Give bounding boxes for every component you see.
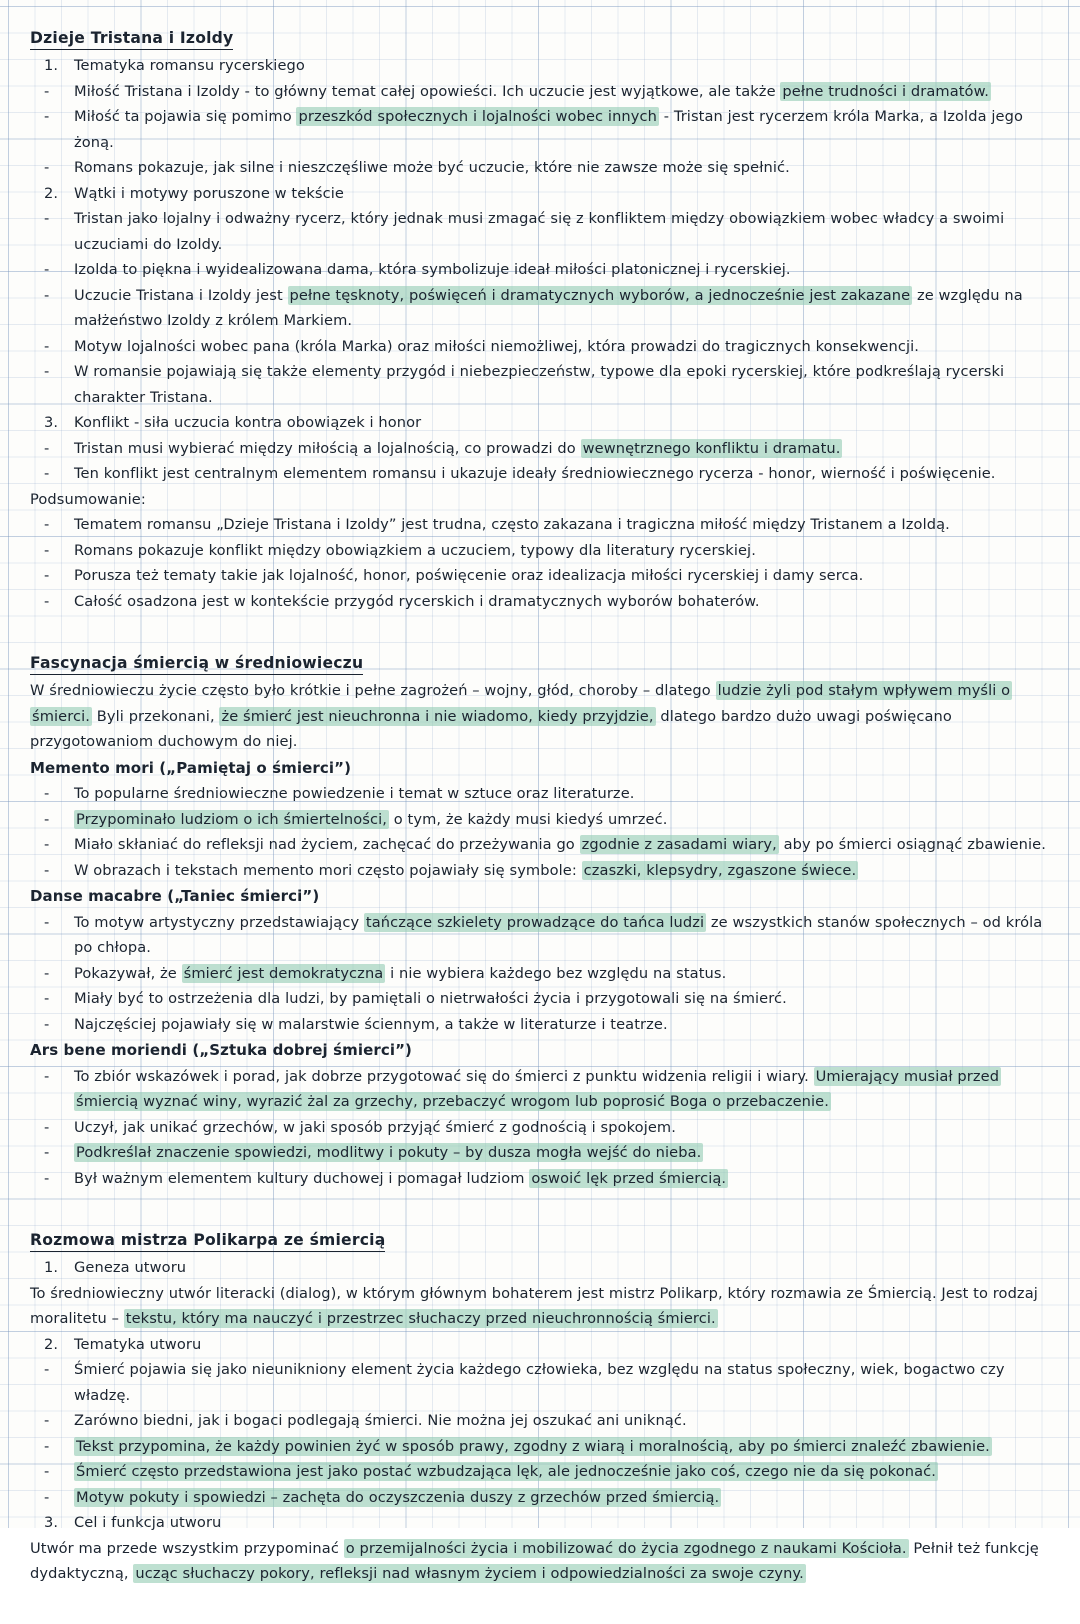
list-item-text <box>74 538 1050 564</box>
list-item-text <box>74 1064 1050 1115</box>
text-run: Porusza też tematy takie jak lojalność, honor, poświęcenie oraz idealizacja miłości rycerskiej i damy serca. <box>74 567 864 584</box>
dash-bullet-icon: - <box>44 1144 50 1161</box>
list-item-text <box>74 858 1050 884</box>
bullet-list-item <box>30 1434 1050 1460</box>
bullet-list-item <box>30 1357 1050 1408</box>
bullet-list-item <box>30 1115 1050 1141</box>
list-item-text <box>74 1434 1050 1460</box>
list-number: 1. <box>44 1259 59 1276</box>
bullet-list-item <box>30 436 1050 462</box>
dash-bullet-icon: - <box>44 541 50 559</box>
note-section <box>30 1228 1050 1587</box>
text-run: Uczył, jak unikać grzechów, w jaki sposób przyjąć śmierć z godnością i spokojem. <box>74 1118 676 1136</box>
highlighted-text: ucząc słuchaczy pokory, refleksji nad własnym życiem i odpowiedzialności za swoje czyny. <box>135 1565 804 1582</box>
text-run: Tristan musi wybierać między miłością a lojalnością, co prowadzi do <box>74 439 581 457</box>
dash-bullet-icon: - <box>44 261 50 278</box>
dash-bullet-icon: - <box>44 1067 50 1085</box>
dash-bullet-icon: - <box>44 286 50 304</box>
highlighted-text: ludzie żyli pod stałym wpływem myśli o śmierci. <box>32 682 1011 725</box>
dash-bullet-icon: - <box>44 1412 50 1429</box>
bullet-list-item <box>30 79 1050 105</box>
bullet-list-item <box>30 1140 1050 1166</box>
bullet-list-item <box>30 910 1050 961</box>
sub-heading: Ars bene moriendi („Sztuka dobrej śmierci”) <box>30 1041 413 1059</box>
text-run: Był ważnym elementem kultury duchowej i pomagał ludziom <box>74 1169 530 1187</box>
text-run: aby po śmierci osiągnąć zbawienie. <box>778 836 1046 853</box>
text-run: Byli przekonani, <box>92 707 220 725</box>
highlighted-text: tekstu, który ma nauczyć i przestrzec słuchaczy przed nieuchronnością śmierci. <box>125 1310 716 1327</box>
text-run: W obrazach i tekstach memento mori często pojawiały się symbole: <box>74 861 582 879</box>
dash-bullet-icon: - <box>44 1015 50 1033</box>
list-item-text <box>74 910 1050 961</box>
text-run: Izolda to piękna i wyidealizowana dama, która symbolizuje ideał miłości platonicznej i rycerskiej. <box>74 261 791 278</box>
text-run: Miłość Tristana i Izoldy - to główny temat całej opowieści. Ich uczucie jest wyjątkowe, ale także <box>74 82 781 100</box>
dash-bullet-icon: - <box>44 836 50 853</box>
bullet-list-item <box>30 1012 1050 1038</box>
text-run: Miały być to ostrzeżenia dla ludzi, by pamiętali o nietrwałości życia i przygotowali się na śmierć. <box>74 990 787 1007</box>
text-run: Pokazywał, że <box>74 964 182 982</box>
bullet-list-item <box>30 1485 1050 1511</box>
dash-bullet-icon: - <box>44 785 50 802</box>
bullet-list-item <box>30 1459 1050 1485</box>
list-item-text <box>74 334 1050 360</box>
bullet-list-item <box>30 206 1050 257</box>
numbered-list-item <box>30 1255 1050 1281</box>
bullet-list-item <box>30 257 1050 283</box>
bullet-list-item <box>30 1166 1050 1192</box>
text-run: Utwór ma przede wszystkim przypominać <box>30 1539 344 1557</box>
list-item-text <box>74 986 1050 1012</box>
notes-content <box>30 26 1050 1624</box>
dash-bullet-icon: - <box>44 337 50 355</box>
highlighted-text: tańczące szkielety prowadzące do tańca ludzi <box>365 913 705 931</box>
bullet-list-item <box>30 589 1050 615</box>
paragraph <box>30 678 1050 755</box>
section-heading: Rozmowa mistrza Polikarpa ze śmiercią <box>30 1229 385 1252</box>
list-item-text <box>74 961 1050 987</box>
section-heading: Dzieje Tristana i Izoldy <box>30 27 233 50</box>
highlighted-text: Tekst przypomina, że każdy powinien żyć w sposób prawy, zgodny z wiarą i moralnością, aby po śmierci znaleźć zbawienie. <box>76 1437 990 1455</box>
text-run: Motyw lojalności wobec pana (króla Marka) oraz miłości niemożliwej, która prowadzi do tragicznych konsekwencji. <box>74 337 919 355</box>
text-run: Miało skłaniać do refleksji nad życiem, zachęcać do przeżywania go <box>74 836 580 853</box>
dash-bullet-icon: - <box>44 964 50 982</box>
highlighted-text: że śmierć jest nieuchronna i nie wiadomo, kiedy przyjdzie, <box>221 707 654 725</box>
bullet-list-item <box>30 1408 1050 1434</box>
highlighted-text: pełne tęsknoty, poświęceń i dramatycznych wyborów, a jednocześnie jest zakazane <box>289 286 911 304</box>
paragraph <box>30 1536 1050 1587</box>
bullet-list-item <box>30 807 1050 833</box>
dash-bullet-icon: - <box>44 82 50 100</box>
list-item-text: Tematyka utworu <box>74 1335 202 1353</box>
highlighted-text: Motyw pokuty i spowiedzi – zachęta do oczyszczenia duszy z grzechów przed śmiercią. <box>76 1488 720 1506</box>
bullet-list-item <box>30 986 1050 1012</box>
dash-bullet-icon: - <box>44 159 50 176</box>
list-item-text <box>74 589 1050 615</box>
bullet-list-item <box>30 563 1050 589</box>
dash-bullet-icon: - <box>44 108 50 125</box>
dash-bullet-icon: - <box>44 1361 50 1378</box>
highlighted-text: śmierć jest demokratyczna <box>183 964 384 982</box>
bullet-list-item <box>30 155 1050 181</box>
dash-bullet-icon: - <box>44 1118 50 1136</box>
bullet-list-item <box>30 858 1050 884</box>
list-number: 3. <box>44 414 59 431</box>
text-run: dlatego bardzo dużo uwagi poświęcano przygotowaniom duchowym do niej. <box>30 707 952 750</box>
list-item-text <box>74 359 1050 410</box>
sub-heading: Danse macabre („Taniec śmierci”) <box>30 887 320 905</box>
list-number: 1. <box>44 57 59 74</box>
highlighted-text: zgodnie z zasadami wiary, <box>581 836 777 853</box>
list-item-text <box>74 1166 1050 1192</box>
text-run: Tematem romansu „Dzieje Tristana i Izoldy” jest trudna, często zakazana i tragiczna miłość między Tristanem a Izoldą. <box>74 516 950 533</box>
list-item-text <box>74 1357 1050 1408</box>
list-item-text <box>74 1485 1050 1511</box>
dash-bullet-icon: - <box>44 210 50 227</box>
list-item-text <box>74 104 1050 155</box>
list-item-text: Wątki i motywy poruszone w tekście <box>74 184 344 202</box>
dash-bullet-icon: - <box>44 810 50 828</box>
bullet-list-item <box>30 832 1050 858</box>
text-run: Romans pokazuje konflikt między obowiązkiem a uczuciem, typowy dla literatury rycerskiej. <box>74 541 756 559</box>
text-run: ze względu na małżeństwo Izoldy z królem Markiem. <box>74 286 1023 329</box>
text-run: Najczęściej pojawiały się w malarstwie ściennym, a także w literaturze i teatrze. <box>74 1015 668 1033</box>
text-run: Całość osadzona jest w kontekście przygód rycerskich i dramatycznych wyborów bohaterów. <box>74 592 760 610</box>
highlighted-text: o przemijalności życia i mobilizować do życia zgodnego z naukami Kościoła. <box>345 1539 907 1557</box>
bullet-list-item <box>30 283 1050 334</box>
highlighted-text: czaszki, klepsydry, zgaszone świece. <box>583 861 857 879</box>
note-section <box>30 26 1050 614</box>
list-item-text <box>74 79 1050 105</box>
text-run: Pełnił też funkcję dydaktyczną, <box>30 1539 1039 1582</box>
list-item-text <box>74 1115 1050 1141</box>
highlighted-text: Przypominało ludziom o ich śmiertelności, <box>76 810 388 828</box>
list-number: 3. <box>44 1514 59 1531</box>
dash-bullet-icon: - <box>44 439 50 457</box>
text-run: W romansie pojawiają się także elementy przygód i niebezpieczeństw, typowe dla epoki rycerskiej, które podkreślają rycerski charakter Tristana. <box>74 363 1005 406</box>
list-item-text: Konflikt - siła uczucia kontra obowiązek i honor <box>74 414 422 431</box>
dash-bullet-icon: - <box>44 990 50 1007</box>
bullet-list-item <box>30 781 1050 807</box>
numbered-list-item <box>30 410 1050 436</box>
list-number: 2. <box>44 1335 59 1353</box>
bullet-list-item <box>30 512 1050 538</box>
text-run: Romans pokazuje, jak silne i nieszczęśliwe może być uczucie, które nie zawsze może się spełnić. <box>74 159 790 176</box>
text-run: Śmierć pojawia się jako nieunikniony element życia każdego człowieka, bez względu na status społeczny, wiek, bogactwo czy władzę. <box>74 1361 1005 1404</box>
dash-bullet-icon: - <box>44 1463 50 1480</box>
text-run: W średniowieczu życie często było krótkie i pełne zagrożeń – wojny, głód, choroby – dlatego <box>30 682 716 699</box>
highlighted-text: Śmierć często przedstawiona jest jako postać wzbudzająca lęk, ale jednocześnie jako coś, czego nie da się pokonać. <box>76 1463 937 1480</box>
list-item-text <box>74 563 1050 589</box>
list-item-text <box>74 1459 1050 1485</box>
text-run: i nie wybiera każdego bez względu na status. <box>385 964 727 982</box>
dash-bullet-icon: - <box>44 516 50 533</box>
paragraph <box>30 1281 1050 1332</box>
dash-bullet-icon: - <box>44 861 50 879</box>
text-run: Uczucie Tristana i Izoldy jest <box>74 286 288 304</box>
list-item-text <box>74 832 1050 858</box>
list-item-text: Cel i funkcja utworu <box>74 1514 222 1531</box>
list-item-text <box>74 1408 1050 1434</box>
dash-bullet-icon: - <box>44 1437 50 1455</box>
numbered-list-item <box>30 181 1050 207</box>
text-run: ze wszystkich stanów społecznych – od króla po chłopa. <box>74 913 1043 956</box>
text-run: To motyw artystyczny przedstawiający <box>74 913 364 931</box>
sub-heading: Memento mori („Pamiętaj o śmierci”) <box>30 758 352 777</box>
bullet-list-item <box>30 104 1050 155</box>
list-item-text <box>74 436 1050 462</box>
dash-bullet-icon: - <box>44 592 50 610</box>
list-item-text <box>74 1140 1050 1166</box>
highlighted-text: oswoić lęk przed śmiercią. <box>531 1169 727 1187</box>
bullet-list-item <box>30 461 1050 487</box>
section-spacer <box>30 618 1050 651</box>
dash-bullet-icon: - <box>44 1488 50 1506</box>
section-spacer <box>30 1195 1050 1228</box>
list-item-text: Geneza utworu <box>74 1259 187 1276</box>
list-item-text: Tematyka romansu rycerskiego <box>74 57 305 74</box>
text-run: To średniowieczny utwór literacki (dialog), w którym głównym bohaterem jest mistrz Polikarp, który rozmawia ze Śmiercią. Jest to rodzaj moralitetu – <box>30 1284 1038 1327</box>
note-section <box>30 651 1050 1191</box>
highlighted-text: Podkreślał znaczenie spowiedzi, modlitwy i pokuty – by dusza mogła wejść do nieba. <box>76 1144 702 1161</box>
dash-bullet-icon: - <box>44 1169 50 1187</box>
text-run: Ten konflikt jest centralnym elementem romansu i ukazuje ideały średniowiecznego rycerza - honor, wierność i poświęcenie. <box>74 465 996 482</box>
text-run: Tristan jako lojalny i odważny rycerz, który jednak musi zmagać się z konfliktem między obowiązkiem wobec władcy a swoimi uczuciami do Izoldy. <box>74 210 1005 253</box>
bullet-list-item <box>30 334 1050 360</box>
list-item-text <box>74 781 1050 807</box>
text-run: Podsumowanie: <box>30 490 146 508</box>
list-item-text <box>74 206 1050 257</box>
bullet-list-item <box>30 961 1050 987</box>
section-heading: Fascynacja śmiercią w średniowieczu <box>30 652 363 675</box>
text-run: o tym, że każdy musi kiedyś umrzeć. <box>389 810 668 828</box>
section-spacer <box>30 1591 1050 1624</box>
text-run: Zarówno biedni, jak i bogaci podlegają śmierci. Nie można jej oszukać ani uniknąć. <box>74 1412 687 1429</box>
text-run: - Tristan jest rycerzem króla Marka, a Izolda jego żoną. <box>74 108 1023 151</box>
highlighted-text: wewnętrznego konfliktu i dramatu. <box>582 439 841 457</box>
list-item-text <box>74 257 1050 283</box>
numbered-list-item <box>30 53 1050 79</box>
highlighted-text: Umierający musiał przed śmiercią wyznać winy, wyrazić żal za grzechy, przebaczyć wrogom lub poprosić Boga o przebaczenie. <box>76 1067 1000 1110</box>
text-run: Miłość ta pojawia się pomimo <box>74 108 297 125</box>
list-item-text <box>74 512 1050 538</box>
list-item-text <box>74 807 1050 833</box>
paragraph <box>30 487 1050 513</box>
list-item-text <box>74 1012 1050 1038</box>
dash-bullet-icon: - <box>44 567 50 584</box>
bullet-list-item <box>30 359 1050 410</box>
list-item-text <box>74 283 1050 334</box>
numbered-list-item <box>30 1332 1050 1358</box>
dash-bullet-icon: - <box>44 465 50 482</box>
dash-bullet-icon: - <box>44 913 50 931</box>
text-run: To popularne średniowieczne powiedzenie i temat w sztuce oraz literaturze. <box>74 785 635 802</box>
bullet-list-item <box>30 1064 1050 1115</box>
list-number: 2. <box>44 184 59 202</box>
list-item-text <box>74 461 1050 487</box>
text-run: To zbiór wskazówek i porad, jak dobrze przygotować się do śmierci z punktu widzenia religii i wiary. <box>74 1067 814 1085</box>
dash-bullet-icon: - <box>44 363 50 380</box>
numbered-list-item <box>30 1510 1050 1536</box>
highlighted-text: pełne trudności i dramatów. <box>782 82 990 100</box>
highlighted-text: przeszkód społecznych i lojalności wobec innych <box>298 108 657 125</box>
list-item-text <box>74 155 1050 181</box>
bullet-list-item <box>30 538 1050 564</box>
